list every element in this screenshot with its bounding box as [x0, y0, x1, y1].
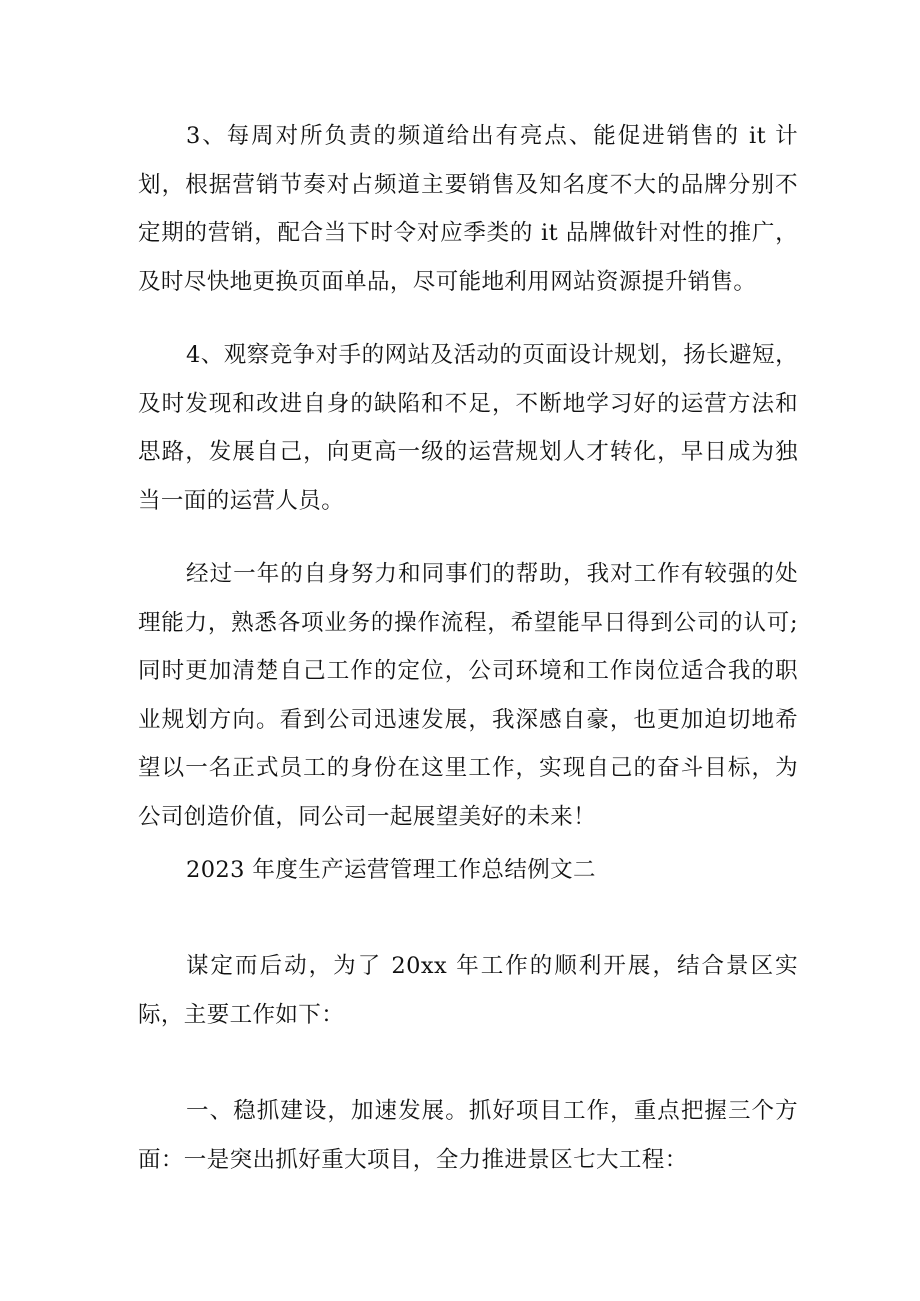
paragraph-construction: 一、稳抓建设，加速发展。抓好项目工作，重点把握三个方面：一是突出抓好重大项目，全力推进景区七大工程：: [138, 1098, 798, 1173]
paragraph-competitor-analysis: 4、观察竞争对手的网站及活动的页面设计规划，扬长避短，及时发现和改进自身的缺陷和不足，不断地学习好的运营方法和思路，发展自己，向更高一级的运营规划人才转化，早日成为独当一面的运营人员。: [138, 342, 798, 514]
paragraph-year-summary: 经过一年的自身努力和同事们的帮助，我对工作有较强的处理能力，熟悉各项业务的操作流程，希望能早日得到公司的认可;同时更加清楚自己工作的定位，公司环境和工作岗位适合我的职业规划方向。看到公司迅速发展，我深感自豪，也更加迫切地希望以一名正式员工的身份在这里工作，实现自己的奋斗目标，为公司创造价值，同公司一起展望美好的未来！: [138, 561, 798, 830]
paragraph-intro: 谋定而后动，为了 20xx 年工作的顺利开展，结合景区实际，主要工作如下：: [138, 953, 798, 1028]
paragraph-it-plan: 3、每周对所负责的频道给出有亮点、能促进销售的 it 计划，根据营销节奏对占频道主要销售及知名度不大的品牌分别不定期的营销，配合当下时令对应季类的 it 品牌做针对性的推广，及时尽快地更换页面单品，尽可能地利用网站资源提升销售。: [138, 123, 798, 295]
section-title: 2023 年度生产运营管理工作总结例文二: [186, 857, 596, 883]
